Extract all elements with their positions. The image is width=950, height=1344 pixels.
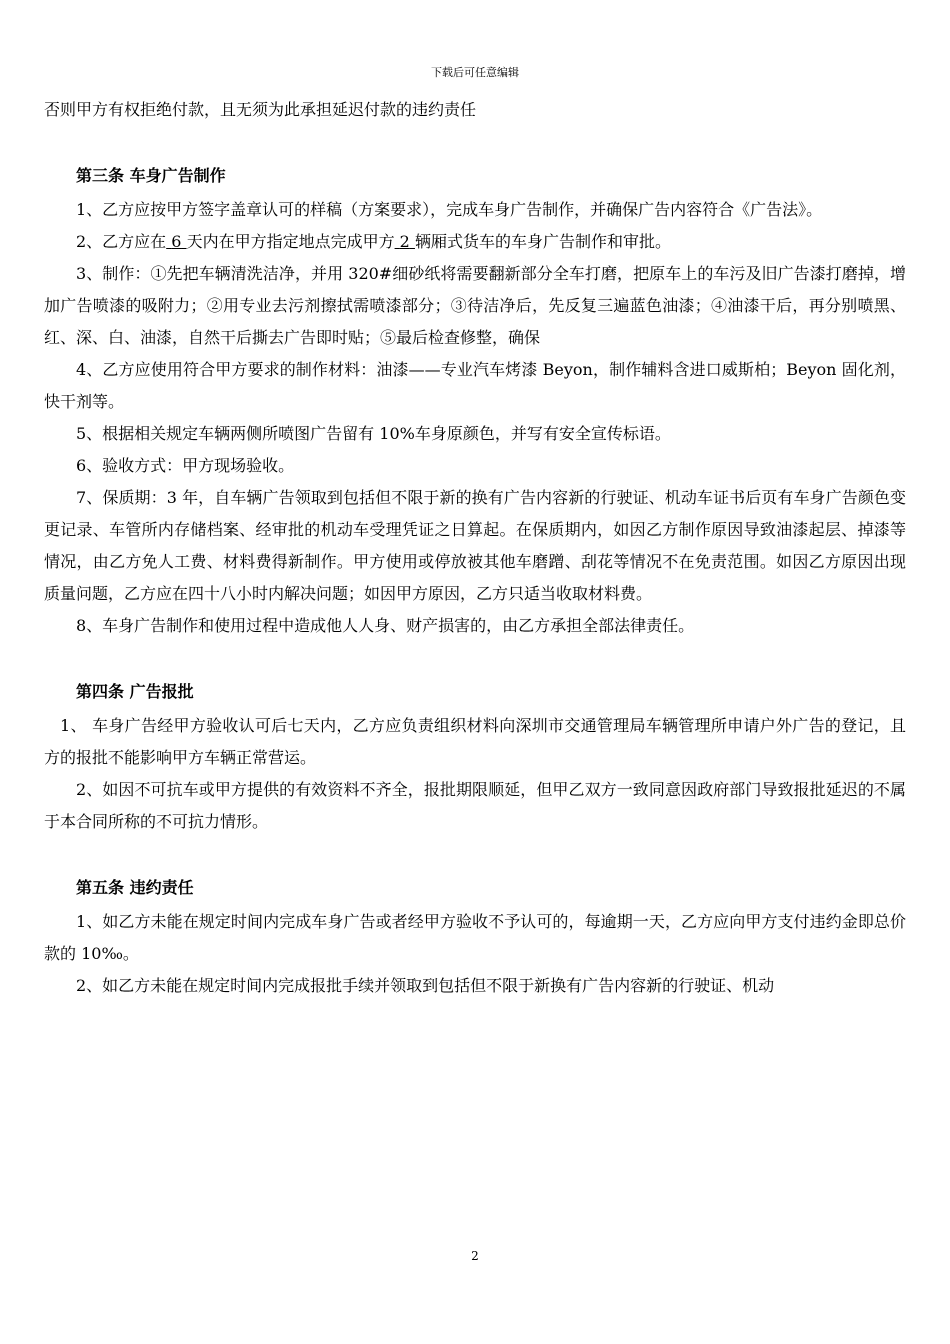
article-4-clause-1: 1、 车身广告经甲方验收认可后七天内，乙方应负责组织材料向深圳市交通管理局车辆管理所申请户外广告的登记，且方的报批不能影响甲方车辆正常营运。: [44, 716, 906, 767]
clause-2-text-c: 辆厢式货车的车身广告制作和审批。: [414, 232, 671, 251]
vehicle-count-value: 2: [399, 232, 410, 251]
page-number: 2: [471, 1249, 479, 1263]
article-3-clause-3: 3、制作：①先把车辆清洗洁净，并用 320#细砂纸将需要翻新部分全车打磨，把原车上的车污及旧广告漆打磨掉，增加广告喷漆的吸附力；②用专业去污剂擦拭需喷漆部分；③待洁净后，先反复三遍蓝色油漆；④油漆干后，再分别喷黑、红、深、白、油漆，自然干后撕去广告即时贴；⑤最后检查修整，确保: [44, 264, 906, 347]
article-3-clause-7: 7、保质期：3 年，自车辆广告领取到包括但不限于新的换有广告内容新的行驶证、机动车证书后页有车身广告颜色变更记录、车管所内存储档案、经审批的机动车受理凭证之日算起。在保质期内，如因乙方制作原因导致油漆起层、掉漆等情况，由乙方免人工费、材料费得新制作。甲方使用或停放被其他车磨蹭、刮花等情况不在免责范围。如因乙方原因出现质量问题，乙方应在四十八小时内解决问题；如因甲方原因，乙方只适当收取材料费。: [44, 488, 906, 603]
article-4-heading: 第四条 广告报批: [76, 682, 194, 701]
article-3-clause-6: 6、验收方式：甲方现场验收。: [76, 456, 295, 475]
clause-2-text-a: 2、乙方应在: [76, 232, 167, 251]
article-3-clause-8: 8、车身广告制作和使用过程中造成他人人身、财产损害的，由乙方承担全部法律责任。: [76, 616, 695, 635]
article-5-clause-1: 1、如乙方未能在规定时间内完成车身广告或者经甲方验收不予认可的，每逾期一天，乙方应向甲方支付违约金即总价款的 10‰。: [44, 912, 906, 963]
top-line: 否则甲方有权拒绝付款，且无须为此承担延迟付款的违约责任: [44, 100, 477, 119]
days-value: 6: [171, 232, 182, 251]
article-5-clause-2: 2、如乙方未能在规定时间内完成报批手续并领取到包括但不限于新换有广告内容新的行驶证、机动: [76, 976, 775, 995]
article-3-clause-4: 4、乙方应使用符合甲方要求的制作材料：油漆——专业汽车烤漆 Beyon，制作辅料含进口威斯柏；Beyon 固化剂，快干剂等。: [44, 360, 906, 411]
clause-2-text-b: 天内在甲方指定地点完成甲方: [186, 232, 395, 251]
article-3-clause-5: 5、根据相关规定车辆两侧所喷图广告留有 10%车身原颜色，并写有安全宣传标语。: [76, 424, 671, 443]
article-3-clause-2: [44, 226, 906, 258]
document-body: [44, 94, 906, 1002]
article-3-heading: 第三条 车身广告制作: [76, 166, 226, 185]
page-header-note: 下载后可任意编辑: [431, 66, 519, 79]
article-3-clause-1: 1、乙方应按甲方签字盖章认可的样稿（方案要求），完成车身广告制作，并确保广告内容符合《广告法》。: [76, 200, 823, 219]
article-5-heading: 第五条 违约责任: [76, 878, 194, 897]
article-4-clause-2: 2、如因不可抗车或甲方提供的有效资料不齐全，报批期限顺延，但甲乙双方一致同意因政府部门导致报批延迟的不属于本合同所称的不可抗力情形。: [44, 780, 906, 831]
